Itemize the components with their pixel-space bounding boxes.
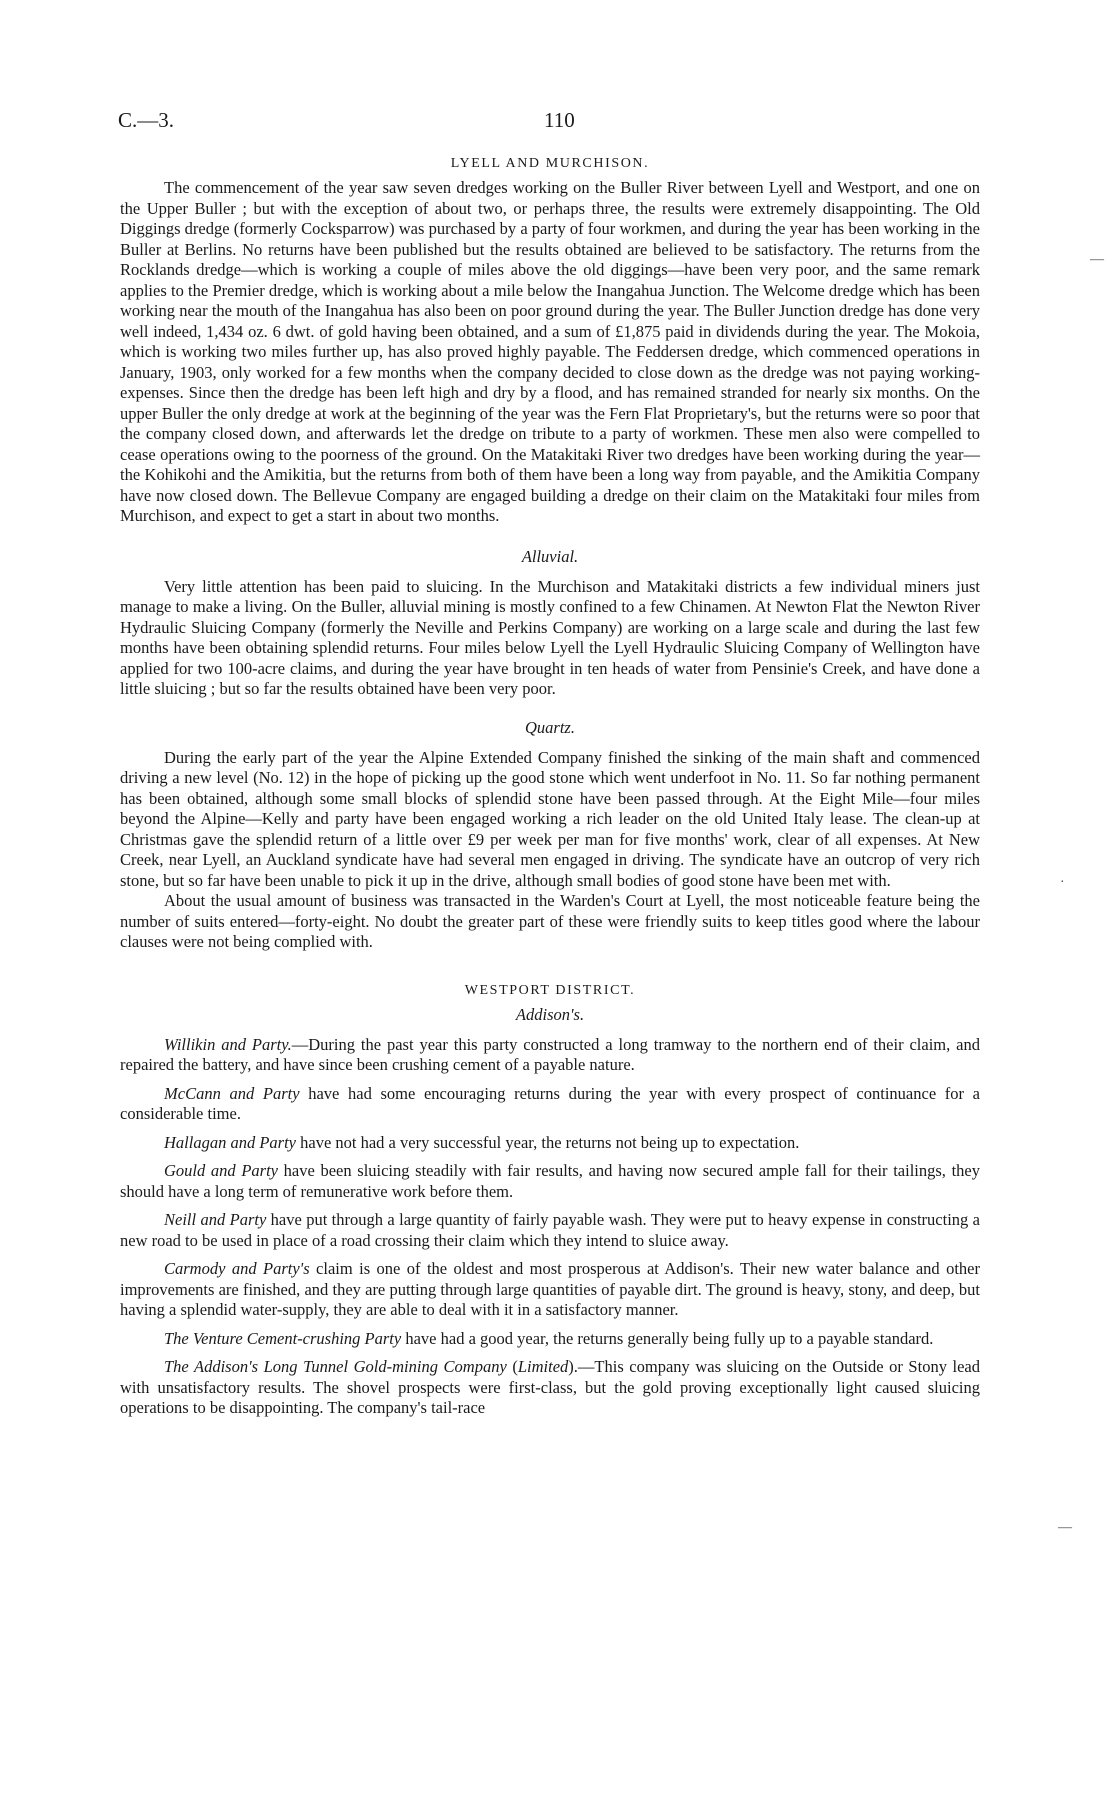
section-heading-westport: WESTPORT DISTRICT.: [464, 982, 636, 998]
margin-mark: —: [1058, 1520, 1072, 1535]
entry-gould: [120, 1161, 980, 1202]
text-column: [120, 156, 980, 1419]
paragraph-quartz: During the early part of the year the Alpine Extended Company finished the sinking of the main shaft and commenced driving a new level (No. 12) in the hope of picking up the good stone which went underfoot in No. 11. So far nothing permanent has been obtained, although some small blocks of splendid stone have been passed through. At the Eight Mile—four miles beyond the Alpine—Kelly and party have been engaged working a rich leader on the old United Italy lease. The clean-up at Christmas gave the splendid return of a little over £9 per week per man for five months' work, clear of all expenses. At New Creek, near Lyell, an Auckland syndicate have had several men engaged in driving. The syndicate have an outcrop of very rich stone, but so far have been unable to pick it up in the drive, although small bodies of good stone have been met with.: [120, 747, 980, 890]
entry-text: have had a good year, the returns generally being fully up to a payable standard.: [401, 1328, 934, 1348]
subheading-alluvial: Alluvial.: [521, 546, 579, 566]
paragraph-warden-court: About the usual amount of business was transacted in the Warden's Court at Lyell, the most noticeable feature being the number of suits entered—forty-eight. No doubt the greater part of these were friendly suits to keep titles good where the labour clauses were not being complied with.: [120, 891, 980, 951]
margin-mark: —: [1090, 252, 1104, 267]
subheading-addisons: Addison's.: [515, 1004, 585, 1024]
entry-name: The Addison's Long Tunnel Gold-mining Company: [164, 1357, 507, 1376]
entry-name: McCann and Party: [164, 1083, 300, 1103]
entry-text: have put through a large quantity of fairly payable wash. They were put to heavy expense in constructing a new road to be used in place of a road crossing their claim which they intend to sluice away.: [120, 1210, 980, 1250]
page-header: [118, 108, 978, 138]
entry-carmody: [120, 1259, 980, 1321]
entry-willikin: [120, 1035, 980, 1076]
page-number: 110: [544, 108, 575, 132]
entry-text: claim is one of the oldest and most prosperous at Addison's. Their new water balance and other improvements are finished, and they are putting through large quantities of payable dirt. The ground is heavy, stony, and deep, but having a splendid water-supply, they are able to deal with it in a satisfactory manner.: [120, 1259, 981, 1319]
entry-neill: [120, 1210, 980, 1251]
entry-text: have had some encouraging returns during the year with every prospect of continuance for a considerable time.: [120, 1083, 981, 1123]
section-heading-lyell: LYELL AND MURCHISON.: [450, 156, 650, 171]
entry-limited: Limited: [517, 1357, 569, 1376]
entry-name: Carmody and Party's: [164, 1259, 310, 1278]
entry-name: Willikin and Party.: [164, 1034, 292, 1054]
report-reference: C.—3.: [118, 108, 175, 132]
margin-mark: ·: [1060, 875, 1065, 890]
entry-venture: [120, 1329, 980, 1350]
entry-long-tunnel: The Addison's Long Tunnel Gold-mining Company (Limited).—This company was sluicing on the Outside or Stony lead with unsatisfactory results. The shovel prospects were first-class, but the gold proving exceptionally light caused sluicing operations to be disappointing. The company's tail-race: [120, 1357, 980, 1417]
entry-name: Hallagan and Party: [164, 1132, 296, 1152]
entry-name: The Venture Cement-crushing Party: [164, 1328, 402, 1348]
paragraph-alluvial: Very little attention has been paid to sluicing. In the Murchison and Matakitaki districts a few individual miners just manage to make a living. On the Buller, alluvial mining is mostly confined to a few Chinamen. At Newton Flat the Newton River Hydraulic Sluicing Company (formerly the Neville and Perkins Company) are working on a large scale and during the last few months have been obtaining splendid returns. Four miles below Lyell the Lyell Hydraulic Sluicing Company of Wellington have applied for two 100-acre claims, and during the year have brought in ten heads of water from Pensinie's Creek, and have done a little sluicing ; but so far the results obtained have been very poor.: [120, 576, 980, 698]
entry-text: have not had a very successful year, the returns not being up to expectation.: [296, 1132, 800, 1152]
subheading-quartz: Quartz.: [525, 717, 575, 737]
entry-name: Gould and Party: [164, 1161, 278, 1180]
entry-mccann: [120, 1084, 980, 1125]
entry-name: Neill and Party: [164, 1210, 267, 1229]
entry-text: .—This company was sluicing on the Outside or Stony lead with unsatisfactory results. The shovel prospects were first-class, but the gold proving exceptionally light caused sluicing operations to be disappointing. The company's tail-race: [120, 1357, 980, 1417]
entry-hallagan: [120, 1133, 980, 1154]
entry-text: have been sluicing steadily with fair results, and having now secured ample fall for their tailings, they should have a long term of remunerative work before them.: [120, 1161, 980, 1201]
paragraph-dredging: The commencement of the year saw seven dredges working on the Buller River between Lyell and Westport, and one on the Upper Buller ; but with the exception of about two, or perhaps three, the results were extremely disappointing. The Old Diggings dredge (formerly Cocksparrow) was purchased by a party of four workmen, and during the year has been working in the Buller at Berlins. No returns have been published but the results obtained are believed to be satisfactory. The returns from the Rocklands dredge—which is working a couple of miles above the old diggings—have been very poor, and the same remark applies to the Premier dredge, which is working about a mile below the Inangahua Junction. The Welcome dredge which has been working near the mouth of the Inangahua has also been on poor ground during the year. The Buller Junction dredge has done very well indeed, 1,434 oz. 6 dwt. of gold having been obtained, and a sum of £1,875 paid in dividends during the year. The Mokoia, which is working two miles further up, has also proved highly payable. The Feddersen dredge, which commenced operations in January, 1903, only worked for a few months when the company decided to close down as the dredge was not paying working-expenses. Since then the dredge has been left high and dry by a flood, and has remained stranded for nearly six months. On the upper Buller the only dredge at work at the beginning of the year was the Fern Flat Proprietary's, but the returns were so poor that the company closed down, and afterwards let the dredge on tribute to a party of workmen. These men also were compelled to cease operations owing to the poorness of the ground. On the Matakitaki River two dredges have been working during the year—the Kohikohi and the Amikitia, but the returns from both of them have been a long way from payable, and the Amikitia Company have now closed down. The Bellevue Company are engaged building a dredge on their claim on the Matakitaki four miles from Murchison, and expect to get a start in about two months.: [120, 178, 980, 525]
entry-text: —During the past year this party constructed a long tramway to the northern end of their claim, and repaired the battery, and have since been crushing cement of a payable nature.: [120, 1034, 980, 1074]
